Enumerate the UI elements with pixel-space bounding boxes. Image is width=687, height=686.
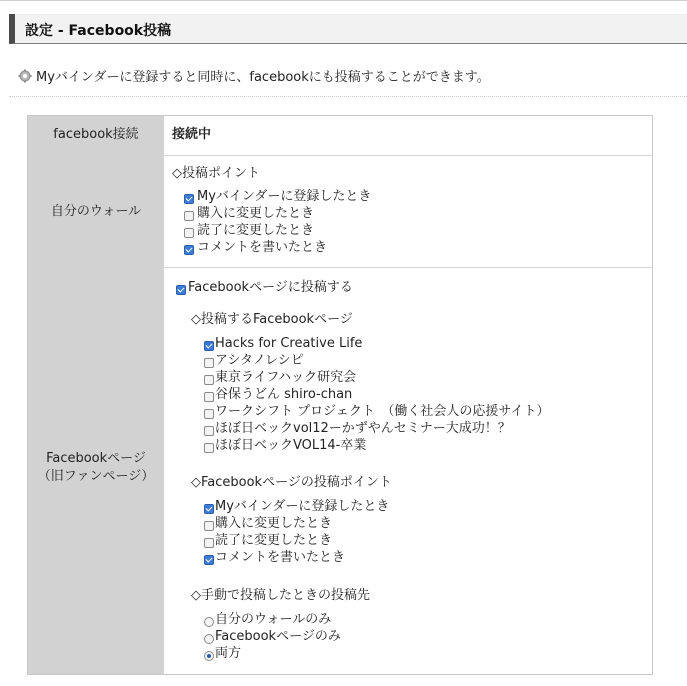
wall-option-label: 購入に変更したとき [197, 206, 315, 221]
row-connection [28, 116, 652, 155]
pages-heading: ◇投稿するFacebookページ [191, 312, 353, 327]
intro-message [18, 66, 490, 84]
destination-label: Facebookページのみ [215, 629, 341, 644]
page-option-label: アシタノレシピ [215, 353, 304, 368]
destination-radio-both[interactable] [204, 651, 214, 661]
page-option-label: ほぼ日ベックVOL14-卒業 [215, 438, 367, 453]
facebook-page-label [28, 450, 164, 486]
page-option-label: 谷保うどん shiro-chan [215, 387, 353, 402]
page-option-label: ワークシフト プロジェクト （働く社会人の応援サイト） [215, 404, 550, 419]
page-points-heading: ◇Facebookページの投稿ポイント [191, 475, 392, 490]
page-point-label: Myバインダーに登録したとき [215, 499, 390, 514]
facebook-page-enable-checkbox[interactable] [176, 285, 186, 295]
wall-option-label: Myバインダーに登録したとき [197, 189, 372, 204]
wall-checkbox-comment[interactable] [184, 245, 194, 255]
wall-option-label: 読了に変更したとき [197, 223, 315, 238]
destination-heading: ◇手動で投稿したときの投稿先 [191, 588, 370, 603]
connection-label: facebook接続 [53, 127, 139, 142]
page-point-checkbox-register[interactable] [204, 504, 214, 514]
page-point-checkbox-comment[interactable] [204, 555, 214, 565]
wall-checkbox-purchase[interactable] [184, 211, 194, 221]
intro-text: Myバインダーに登録すると同時に、facebookにも投稿することができます。 [36, 70, 490, 85]
page-option-label: Hacks for Creative Life [215, 336, 363, 351]
row-wall [28, 156, 652, 267]
destination-label: 自分のウォールのみ [215, 612, 332, 627]
page-checkbox-tokyo[interactable] [204, 375, 214, 385]
facebook-page-enable-label: Facebookページに投稿する [188, 280, 353, 295]
destination-radio-wall[interactable] [204, 617, 214, 627]
section-header [9, 14, 687, 44]
settings-table [27, 115, 653, 675]
row-facebook-page [28, 268, 652, 674]
connection-status: 接続中 [172, 127, 212, 142]
page-checkbox-hacks[interactable] [204, 341, 214, 351]
page-option-label: ほぼ日ベックvol12ーかずやんセミナー大成功！？ [215, 421, 511, 436]
wall-option-label: コメントを書いたとき [197, 240, 328, 255]
page-option-label: 東京ライフハック研究会 [215, 370, 357, 385]
wall-checkbox-read[interactable] [184, 228, 194, 238]
page-checkbox-yaho[interactable] [204, 392, 214, 402]
page-checkbox-vol14[interactable] [204, 443, 214, 453]
wall-label: 自分のウォール [50, 204, 142, 219]
page-checkbox-workshift[interactable] [204, 409, 214, 419]
page-point-label: 購入に変更したとき [215, 516, 333, 531]
gear-icon [18, 69, 32, 83]
page-point-label: コメントを書いたとき [215, 550, 346, 565]
facebook-page-label-line2: （旧ファンページ） [37, 469, 155, 484]
page-checkbox-ashitano[interactable] [204, 358, 214, 368]
page-point-label: 読了に変更したとき [215, 533, 333, 548]
top-border [0, 0, 687, 1]
page-point-checkbox-read[interactable] [204, 538, 214, 548]
divider [9, 96, 687, 97]
page-checkbox-vol12[interactable] [204, 426, 214, 436]
destination-label: 両方 [215, 646, 242, 661]
wall-points-heading: ◇投稿ポイント [172, 166, 260, 181]
page-point-checkbox-purchase[interactable] [204, 521, 214, 531]
destination-radio-page[interactable] [204, 634, 214, 644]
page-title: 設定 - Facebook投稿 [25, 23, 172, 39]
wall-checkbox-register[interactable] [184, 194, 194, 204]
facebook-page-label-line1: Facebookページ [46, 451, 146, 466]
